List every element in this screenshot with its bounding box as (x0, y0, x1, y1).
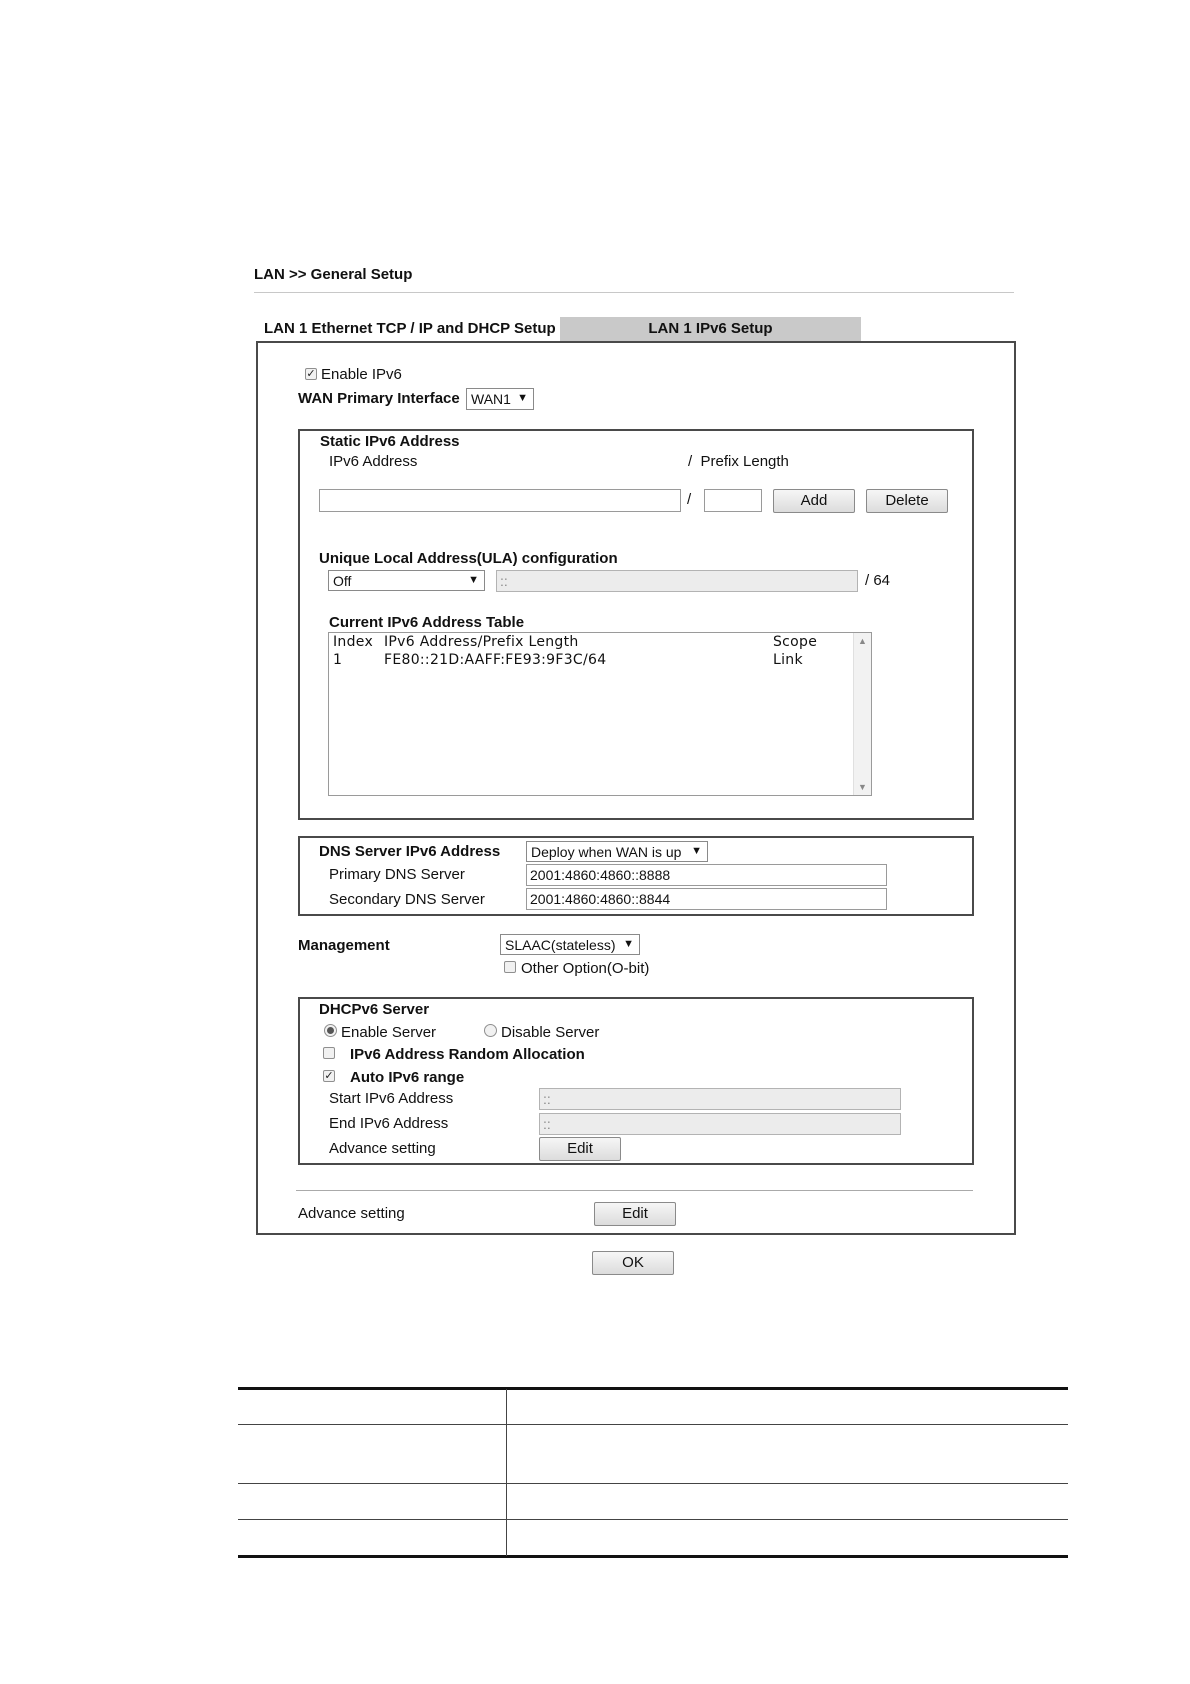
dns-mode-select[interactable] (526, 841, 708, 862)
end-ipv6-label: End IPv6 Address (329, 1115, 449, 1132)
table-header-scope: Scope (773, 634, 818, 650)
ipv6-address-input[interactable] (319, 489, 681, 512)
primary-dns-input[interactable]: 2001:4860:4860::8888 (526, 864, 887, 886)
tab-lan1-ipv6[interactable]: LAN 1 IPv6 Setup (560, 317, 861, 341)
doc-table-rule-2 (238, 1483, 1068, 1484)
table-header-address: IPv6 Address/Prefix Length (384, 634, 579, 650)
wan-primary-select[interactable] (466, 388, 534, 410)
scroll-down-icon[interactable]: ▼ (858, 782, 867, 792)
dns-mode-value: Deploy when WAN is up (531, 844, 682, 860)
table-header-index: Index (333, 634, 374, 650)
dropdown-arrow-icon: ▼ (517, 392, 528, 404)
wan-primary-label: WAN Primary Interface (298, 390, 460, 407)
doc-table-rule-3 (238, 1519, 1068, 1520)
ipv6-address-header: IPv6 Address (329, 453, 418, 470)
enable-server-label: Enable Server (341, 1024, 437, 1041)
breadcrumb: LAN >> General Setup (254, 266, 413, 283)
scroll-up-icon[interactable]: ▲ (858, 636, 867, 646)
prefix-length-input[interactable] (704, 489, 762, 512)
random-allocation-label: IPv6 Address Random Allocation (350, 1046, 585, 1063)
dhcpv6-edit-button[interactable]: Edit (539, 1137, 621, 1161)
enable-ipv6-label: Enable IPv6 (321, 366, 402, 383)
doc-table-rule-1 (238, 1424, 1068, 1425)
prefix-length-header: / Prefix Length (688, 453, 789, 470)
disable-server-label: Disable Server (501, 1024, 600, 1041)
start-ipv6-input[interactable]: :: (539, 1088, 901, 1110)
dhcpv6-advance-label: Advance setting (329, 1140, 436, 1157)
table-scrollbar[interactable] (853, 633, 871, 795)
dns-title: DNS Server IPv6 Address (319, 843, 501, 860)
advance-edit-button[interactable]: Edit (594, 1202, 676, 1226)
checkmark-icon: ✓ (324, 1070, 334, 1082)
auto-range-label: Auto IPv6 range (350, 1069, 465, 1086)
ula-suffix: / 64 (865, 572, 891, 589)
breadcrumb-divider (254, 292, 1014, 293)
static-ipv6-title: Static IPv6 Address (320, 433, 460, 450)
address-table-title: Current IPv6 Address Table (329, 614, 525, 631)
advance-setting-label: Advance setting (298, 1205, 405, 1222)
random-allocation-checkbox[interactable] (323, 1047, 335, 1059)
wan-primary-value: WAN1 (471, 391, 511, 407)
section-divider (296, 1190, 973, 1191)
ula-mode-value: Off (333, 573, 352, 589)
doc-table-column-divider (506, 1389, 507, 1556)
ula-title: Unique Local Address(ULA) configuration (319, 550, 618, 567)
delete-button[interactable]: Delete (866, 489, 948, 513)
ula-mode-select[interactable] (328, 570, 485, 591)
enable-ipv6-checkbox[interactable] (305, 368, 317, 380)
ula-address-input[interactable]: :: (496, 570, 858, 592)
dropdown-arrow-icon: ▼ (691, 845, 702, 857)
start-ipv6-label: Start IPv6 Address (329, 1090, 454, 1107)
disable-server-radio[interactable] (484, 1024, 497, 1037)
end-ipv6-input[interactable]: :: (539, 1113, 901, 1135)
secondary-dns-input[interactable]: 2001:4860:4860::8844 (526, 888, 887, 910)
dhcpv6-title: DHCPv6 Server (319, 1001, 430, 1018)
management-label: Management (298, 937, 390, 954)
management-select[interactable] (500, 934, 640, 955)
doc-table-top-rule (238, 1387, 1068, 1390)
table-row-index: 1 (333, 652, 343, 668)
checkmark-icon: ✓ (306, 368, 316, 380)
secondary-dns-label: Secondary DNS Server (329, 891, 485, 908)
ok-button[interactable]: OK (592, 1251, 674, 1275)
other-option-label: Other Option(O-bit) (521, 960, 650, 977)
doc-table-bottom-rule (238, 1555, 1068, 1558)
dropdown-arrow-icon: ▼ (623, 938, 634, 950)
tab-lan1-ethernet[interactable]: LAN 1 Ethernet TCP / IP and DHCP Setup (256, 317, 564, 341)
table-row-scope: Link (773, 652, 803, 668)
primary-dns-label: Primary DNS Server (329, 866, 465, 883)
prefix-slash: / (687, 491, 692, 508)
management-mode-value: SLAAC(stateless) (505, 937, 616, 953)
enable-server-radio[interactable] (324, 1024, 337, 1037)
add-button[interactable]: Add (773, 489, 855, 513)
dropdown-arrow-icon: ▼ (468, 574, 479, 586)
table-row-address: FE80::21D:AAFF:FE93:9F3C/64 (384, 652, 607, 668)
auto-range-checkbox[interactable] (323, 1070, 335, 1082)
other-option-checkbox[interactable] (504, 961, 516, 973)
